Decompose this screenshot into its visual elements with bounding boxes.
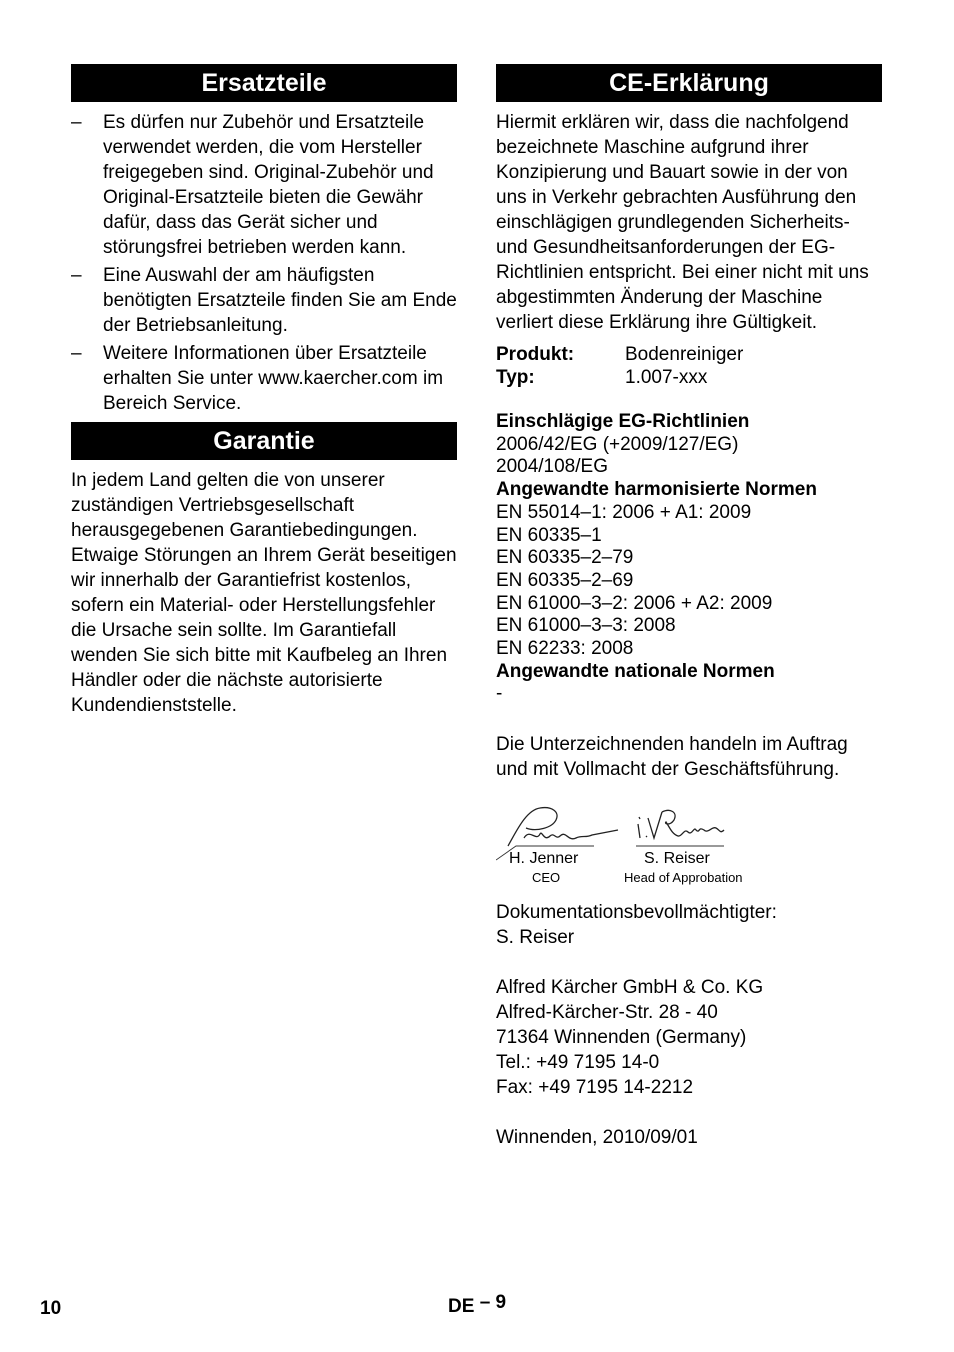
page-number: 10 [40, 1298, 62, 1319]
norm-item: EN 61000–3–3: 2008 [496, 615, 676, 637]
national-heading: Angewandte nationale Normen [496, 660, 775, 682]
norm-item: EN 60335–2–79 [496, 547, 634, 569]
product-row [496, 343, 743, 366]
norm-item: EN 62233: 2008 [496, 638, 634, 660]
address-block [496, 975, 882, 1100]
dash-bullet: – [71, 112, 82, 133]
norm-item: EN 60335–2–69 [496, 569, 634, 591]
garantie-heading: Garantie [71, 422, 457, 460]
garantie-text: In jedem Land gelten die von unserer zuständigen Vertriebsgesellschaft herausgegebenen Garantiebedingungen. Etwaige Störungen an Ihrem Gerät beseitigen wir innerhalb der Garantiefrist kostenlos, sofern ein Material- oder Herstellungsfehler die Ursache sein sollte. Im Garantiefall wenden Sie sich bitte mit Kaufbeleg an Ihren Händler oder die nächste autorisierte Kundendienststelle. [71, 470, 457, 716]
right-column [496, 64, 882, 1150]
type-label: Typ: [496, 367, 535, 388]
directives-heading: Einschlägige EG-Richtlinien [496, 411, 750, 432]
norm-item: EN 55014–1: 2006 + A1: 2009 [496, 501, 752, 523]
product-table [496, 343, 743, 389]
list-item-text: Weitere Informationen über Ersatzteile erhalten Sie unter www.kaercher.com im Bereich Service. [103, 343, 444, 414]
address-line: Fax: +49 7195 14-2212 [496, 1077, 694, 1099]
dash-bullet: – [71, 265, 82, 286]
ce-intro: Hiermit erklären wir, dass die nachfolgend bezeichnete Maschine aufgrund ihrer Konzipierung und Bauart sowie in der von uns in Verkehr gebrachten Ausführung den einschlägigen grundlegenden Sicherheits- und Gesundheitsanforderungen der EG-Richtlinien entspricht. Bei einer nicht mit uns abgestimmten Änderung der Maschine verliert diese Erklärung ihre Gültigkeit. [496, 112, 869, 333]
signature-reiser [634, 804, 730, 850]
place-date: Winnenden, 2010/09/01 [496, 1127, 698, 1149]
ersatzteile-list [71, 110, 457, 416]
list-item [71, 341, 457, 416]
sub-page-number: – 9 [479, 1292, 507, 1313]
signer1-role: CEO [532, 870, 561, 886]
language-code: DE [448, 1296, 475, 1317]
signer2-role: Head of Approbation [624, 870, 743, 886]
signers-text: Die Unterzeichnenden handeln im Auftrag und mit Vollmacht der Geschäftsführung. [496, 734, 848, 781]
footer-language [448, 1292, 507, 1318]
signer2-name: S. Reiser [644, 850, 710, 868]
signature-row [496, 802, 882, 894]
directive-item: 2006/42/EG (+2009/127/EG) [496, 433, 739, 455]
list-item-text: Eine Auswahl der am häufigsten benötigten Ersatzteile finden Sie am Ende der Betriebsanleitung. [103, 265, 457, 336]
list-item [71, 263, 457, 338]
national-value: - [496, 683, 503, 705]
ce-heading: CE-Erklärung [496, 64, 882, 102]
product-value: Bodenreiniger [625, 344, 744, 365]
list-item-text: Es dürfen nur Zubehör und Ersatzteile verwendet werden, die vom Hersteller freigegeben sind. Original-Zubehör und Original-Ersatzteile bieten die Gewähr dafür, dass das Gerät sicher und störungsfrei betrieben werden kann. [103, 112, 434, 258]
type-row [496, 366, 743, 389]
type-value: 1.007-xxx [625, 367, 708, 388]
dash-bullet: – [71, 343, 82, 364]
list-item [71, 110, 457, 260]
address-line: Alfred Kärcher GmbH & Co. KG [496, 977, 764, 999]
directive-item: 2004/108/EG [496, 456, 608, 478]
address-line: 71364 Winnenden (Germany) [496, 1027, 747, 1049]
directives-block [496, 411, 882, 706]
address-line: Tel.: +49 7195 14-0 [496, 1052, 660, 1074]
product-label: Produkt: [496, 344, 575, 365]
documentation-block [496, 900, 882, 950]
documentation-label: Dokumentationsbevollmächtigter: [496, 902, 777, 924]
norm-item: EN 61000–3–2: 2006 + A2: 2009 [496, 592, 773, 614]
left-column [71, 64, 457, 718]
documentation-name: S. Reiser [496, 927, 575, 949]
harmonized-heading: Angewandte harmonisierte Normen [496, 479, 817, 501]
address-line: Alfred-Kärcher-Str. 28 - 40 [496, 1002, 718, 1024]
signer1-name: H. Jenner [509, 850, 579, 868]
signature-reiser-drawing [634, 804, 730, 850]
norm-item: EN 60335–1 [496, 524, 602, 546]
ersatzteile-heading: Ersatzteile [71, 64, 457, 102]
